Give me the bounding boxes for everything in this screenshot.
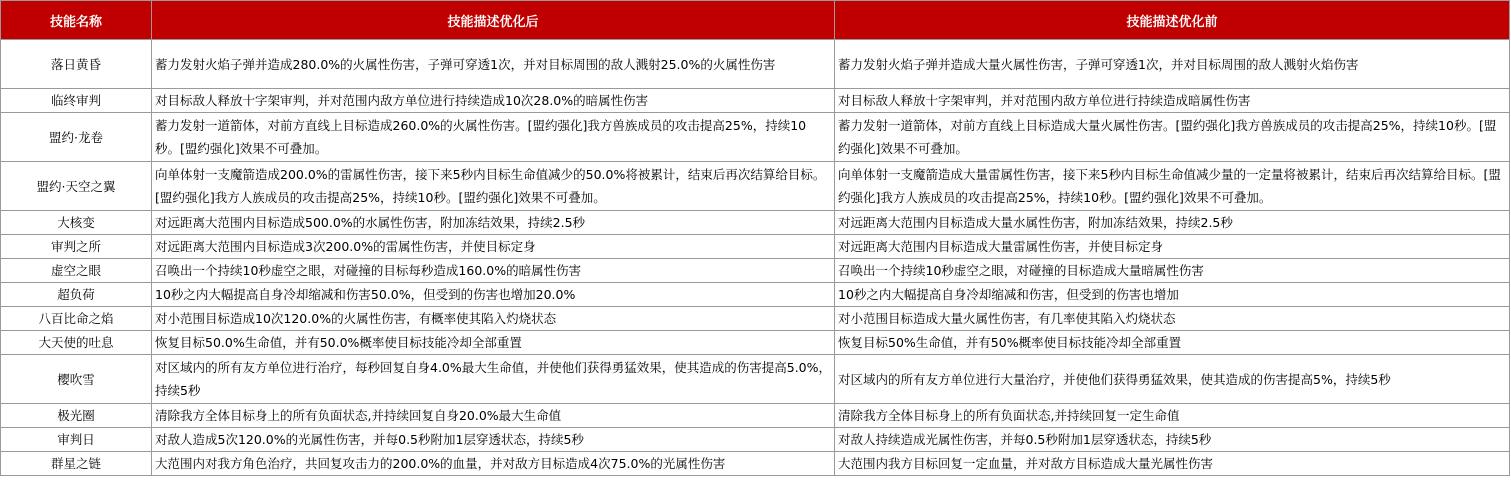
desc-after-cell: 对区域内的所有友方单位进行治疗，每秒回复自身4.0%最大生命值，并使他们获得勇猛效果，使其造成的伤害提高5.0%，持续5秒 bbox=[152, 355, 835, 404]
desc-before-cell: 大范围内我方目标回复一定血量，并对敌方目标造成大量光属性伤害 bbox=[835, 452, 1510, 476]
header-desc-before: 技能描述优化前 bbox=[835, 1, 1510, 40]
table-row bbox=[1, 452, 1510, 476]
desc-after-cell: 蓄力发射一道箭体，对前方直线上目标造成260.0%的火属性伤害。[盟约强化]我方兽族成员的攻击提高25%，持续10秒。[盟约强化]效果不可叠加。 bbox=[152, 113, 835, 162]
table-row bbox=[1, 259, 1510, 283]
desc-before-cell: 对远距离大范围内目标造成大量雷属性伤害，并使目标定身 bbox=[835, 235, 1510, 259]
table-row bbox=[1, 307, 1510, 331]
skill-name-cell: 大天使的吐息 bbox=[1, 331, 152, 355]
table-row bbox=[1, 89, 1510, 113]
skill-name-cell: 群星之链 bbox=[1, 452, 152, 476]
table-row bbox=[1, 40, 1510, 89]
skill-name-cell: 临终审判 bbox=[1, 89, 152, 113]
header-skill-name: 技能名称 bbox=[1, 1, 152, 40]
desc-before-cell: 对远距离大范围内目标造成大量水属性伤害，附加冻结效果，持续2.5秒 bbox=[835, 211, 1510, 235]
desc-after-cell: 蓄力发射火焰子弹并造成280.0%的火属性伤害，子弹可穿透1次，并对目标周围的敌人溅射25.0%的火属性伤害 bbox=[152, 40, 835, 89]
desc-after-cell: 向单体射一支魔箭造成200.0%的雷属性伤害，接下来5秒内目标生命值减少的50.0%将被累计，结束后再次结算给目标。[盟约强化]我方人族成员的攻击提高25%，持续10秒。[盟约强化]效果不可叠加。 bbox=[152, 162, 835, 211]
table-row bbox=[1, 211, 1510, 235]
desc-after-cell: 对目标敌人释放十字架审判，并对范围内敌方单位进行持续造成10次28.0%的暗属性伤害 bbox=[152, 89, 835, 113]
desc-before-cell: 对区域内的所有友方单位进行大量治疗，并使他们获得勇猛效果，使其造成的伤害提高5%，持续5秒 bbox=[835, 355, 1510, 404]
desc-before-cell: 向单体射一支魔箭造成大量雷属性伤害，接下来5秒内目标生命值减少量的一定量将被累计，结束后再次结算给目标。[盟约强化]我方人族成员的攻击提高25%，持续10秒。[盟约强化]效果不可叠加。 bbox=[835, 162, 1510, 211]
skill-name-cell: 八百比命之焰 bbox=[1, 307, 152, 331]
desc-before-cell: 对目标敌人释放十字架审判，并对范围内敌方单位进行持续造成暗属性伤害 bbox=[835, 89, 1510, 113]
skill-name-cell: 盟约·龙卷 bbox=[1, 113, 152, 162]
table-row bbox=[1, 428, 1510, 452]
desc-before-cell: 蓄力发射火焰子弹并造成大量火属性伤害，子弹可穿透1次，并对目标周围的敌人溅射火焰伤害 bbox=[835, 40, 1510, 89]
table-row bbox=[1, 283, 1510, 307]
desc-before-cell: 恢复目标50%生命值，并有50%概率使目标技能冷却全部重置 bbox=[835, 331, 1510, 355]
skill-name-cell: 落日黄昏 bbox=[1, 40, 152, 89]
desc-after-cell: 清除我方全体目标身上的所有负面状态,并持续回复自身20.0%最大生命值 bbox=[152, 404, 835, 428]
header-row bbox=[1, 1, 1510, 40]
desc-after-cell: 大范围内对我方角色治疗，共回复攻击力的200.0%的血量，并对敌方目标造成4次75.0%的光属性伤害 bbox=[152, 452, 835, 476]
skill-name-cell: 樱吹雪 bbox=[1, 355, 152, 404]
table-row bbox=[1, 404, 1510, 428]
table-row bbox=[1, 331, 1510, 355]
table-row bbox=[1, 113, 1510, 162]
desc-before-cell: 蓄力发射一道箭体，对前方直线上目标造成大量火属性伤害。[盟约强化]我方兽族成员的攻击提高25%，持续10秒。[盟约强化]效果不可叠加。 bbox=[835, 113, 1510, 162]
table-row bbox=[1, 162, 1510, 211]
skill-name-cell: 审判之所 bbox=[1, 235, 152, 259]
skill-name-cell: 极光圈 bbox=[1, 404, 152, 428]
table-row bbox=[1, 355, 1510, 404]
desc-before-cell: 召唤出一个持续10秒虚空之眼，对碰撞的目标造成大量暗属性伤害 bbox=[835, 259, 1510, 283]
desc-before-cell: 对小范围目标造成大量火属性伤害，有几率使其陷入灼烧状态 bbox=[835, 307, 1510, 331]
desc-after-cell: 10秒之内大幅提高自身冷却缩减和伤害50.0%，但受到的伤害也增加20.0% bbox=[152, 283, 835, 307]
skill-name-cell: 大核变 bbox=[1, 211, 152, 235]
skill-name-cell: 虚空之眼 bbox=[1, 259, 152, 283]
desc-after-cell: 召唤出一个持续10秒虚空之眼，对碰撞的目标每秒造成160.0%的暗属性伤害 bbox=[152, 259, 835, 283]
desc-after-cell: 对远距离大范围内目标造成3次200.0%的雷属性伤害，并使目标定身 bbox=[152, 235, 835, 259]
desc-after-cell: 对敌人造成5次120.0%的光属性伤害，并每0.5秒附加1层穿透状态，持续5秒 bbox=[152, 428, 835, 452]
desc-before-cell: 清除我方全体目标身上的所有负面状态,并持续回复一定生命值 bbox=[835, 404, 1510, 428]
skill-name-cell: 审判日 bbox=[1, 428, 152, 452]
skill-name-cell: 超负荷 bbox=[1, 283, 152, 307]
desc-after-cell: 对小范围目标造成10次120.0%的火属性伤害，有概率使其陷入灼烧状态 bbox=[152, 307, 835, 331]
desc-after-cell: 恢复目标50.0%生命值，并有50.0%概率使目标技能冷却全部重置 bbox=[152, 331, 835, 355]
header-desc-after: 技能描述优化后 bbox=[152, 1, 835, 40]
skill-name-cell: 盟约·天空之翼 bbox=[1, 162, 152, 211]
desc-before-cell: 10秒之内大幅提高自身冷却缩减和伤害，但受到的伤害也增加 bbox=[835, 283, 1510, 307]
desc-after-cell: 对远距离大范围内目标造成500.0%的水属性伤害，附加冻结效果，持续2.5秒 bbox=[152, 211, 835, 235]
desc-before-cell: 对敌人持续造成光属性伤害，并每0.5秒附加1层穿透状态，持续5秒 bbox=[835, 428, 1510, 452]
table-row bbox=[1, 235, 1510, 259]
